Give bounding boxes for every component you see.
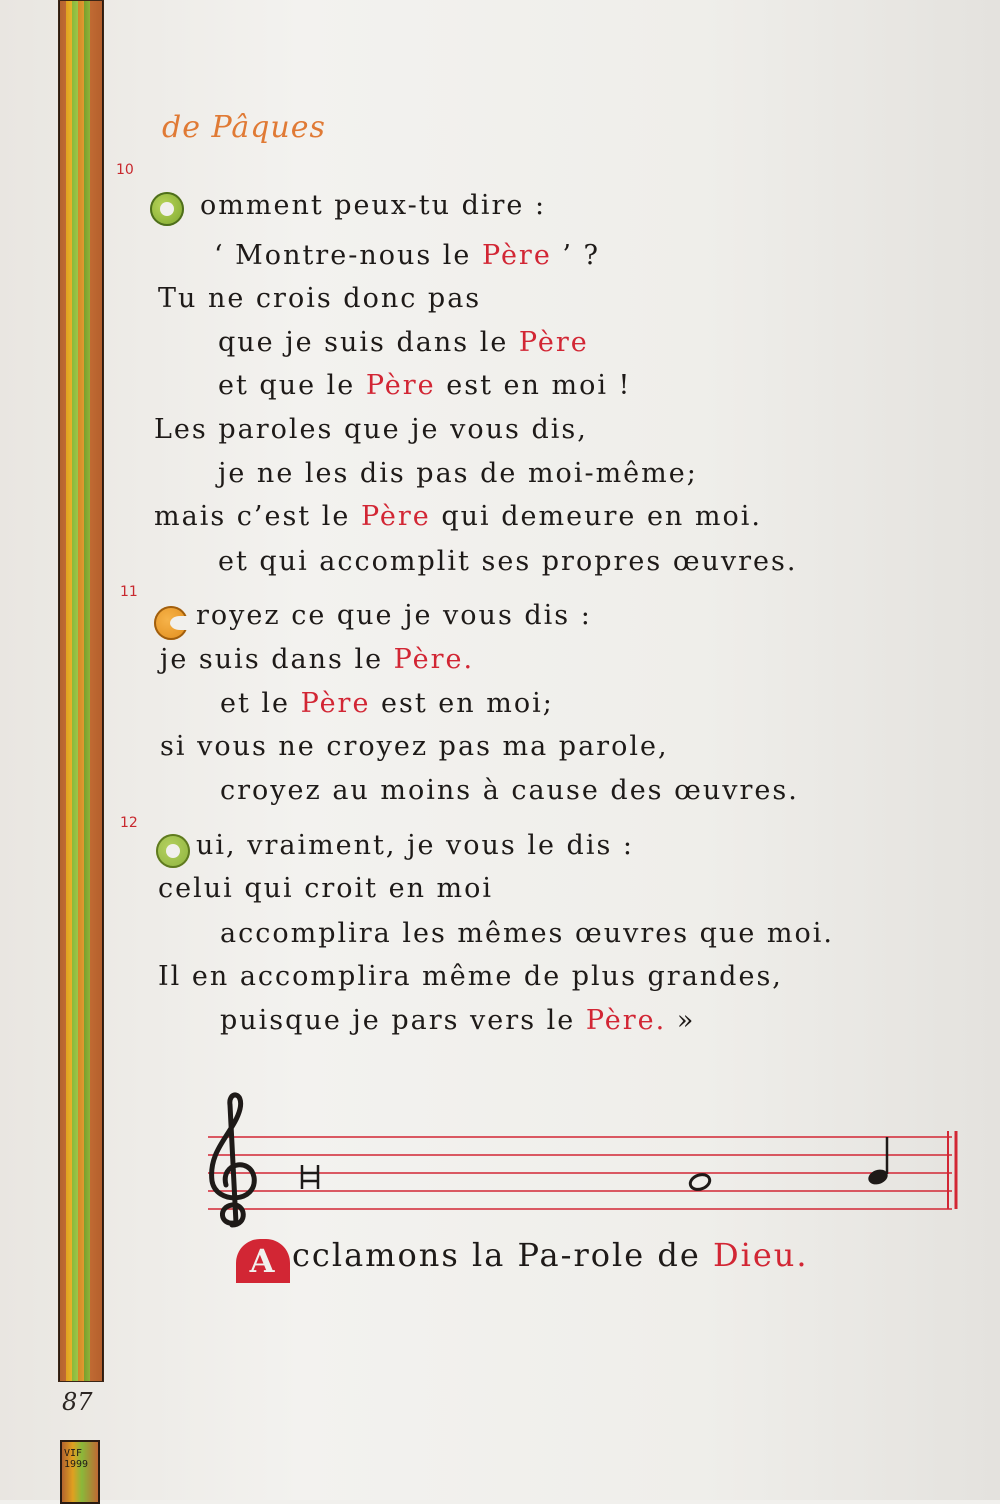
verse-line [160,731,669,762]
treble-clef-icon [212,1095,255,1225]
verse-text: ui, vraiment, je vous le dis : [196,830,634,861]
whole-note-icon [688,1172,712,1192]
verse-line [214,240,600,271]
verse-text: royez ce que je vous dis : [196,600,592,631]
music-staff [200,1085,970,1235]
divine-name-red: Père. [393,644,475,675]
verse-text: croyez au moins à cause des œuvres. [220,775,799,806]
verse-text: » [666,1005,696,1036]
verse-text: puisque je pars vers le [220,1005,586,1036]
staff-lines [208,1137,952,1209]
verse-text: je suis dans le [160,644,394,675]
divine-name-red: Père [360,501,431,532]
music-staff-svg [200,1085,970,1235]
verse-text: et le [220,688,301,719]
verse-text: mais c’est le [154,501,361,532]
divine-name-red: Père [300,688,371,719]
verse-line [220,775,799,806]
green-circle-initial-icon [150,192,184,226]
verse-text: Les paroles que je vous dis, [154,414,588,445]
acclamation-text: cclamons la Pa-role de [292,1236,713,1274]
verse-line [196,830,634,861]
divine-name-red: Père [365,370,436,401]
acclamation-line [236,1236,809,1283]
lime-circle-initial-icon [156,834,190,868]
verse-text: et qui accomplit ses propres œuvres. [218,546,798,577]
verse-text: qui demeure en moi. [430,501,762,532]
verse-line [154,501,762,532]
verse-number: 10 [116,162,134,178]
page-number: 87 [62,1388,93,1416]
verse-line [158,873,493,904]
verse-line [220,918,834,949]
verse-line [218,370,631,401]
breve-note-icon [302,1165,318,1189]
verse-line [200,190,546,221]
verse-number: 11 [120,584,138,600]
acclamation-red-word: Dieu. [712,1236,809,1274]
verse-line [220,1005,695,1036]
verse-text: ‘ Montre-nous le [214,240,482,271]
acclamation-initial: A [236,1239,290,1283]
verse-text: ’ ? [551,240,601,271]
verse-text: si vous ne croyez pas ma parole, [160,731,669,762]
verse-line [218,546,797,577]
verse-line [196,600,592,631]
verse-text: Tu ne crois donc pas [158,283,482,314]
verse-line [158,961,783,992]
verse-line [154,414,588,445]
divine-name-red: Père [518,327,589,358]
divine-name-red: Père. [585,1005,667,1036]
verse-text: je ne les dis pas de moi-même; [218,458,698,489]
verse-text: celui qui croit en moi [158,873,494,904]
divine-name-red: Père [481,240,552,271]
section-title: de Pâques [162,110,326,145]
verse-text: et que le [218,370,366,401]
verse-line [218,458,698,489]
decorative-border-strip [58,0,104,1382]
quarter-note-icon [866,1137,890,1187]
verse-line [220,688,554,719]
verse-line [160,644,474,675]
border-tab-text: VIF 1999 [64,1448,89,1470]
orange-circle-initial-icon [154,606,188,640]
verse-text: est en moi ! [435,370,632,401]
verse-text: omment peux-tu dire : [200,190,547,221]
verse-text: que je suis dans le [218,327,519,358]
verse-number: 12 [120,815,138,831]
verse-text: Il en accomplira même de plus grandes, [158,961,783,992]
verse-text: accomplira les mêmes œuvres que moi. [220,918,834,949]
verse-text: est en moi; [370,688,554,719]
verse-line [158,283,481,314]
verse-line [218,327,589,358]
decorative-border-tab [60,1440,100,1504]
